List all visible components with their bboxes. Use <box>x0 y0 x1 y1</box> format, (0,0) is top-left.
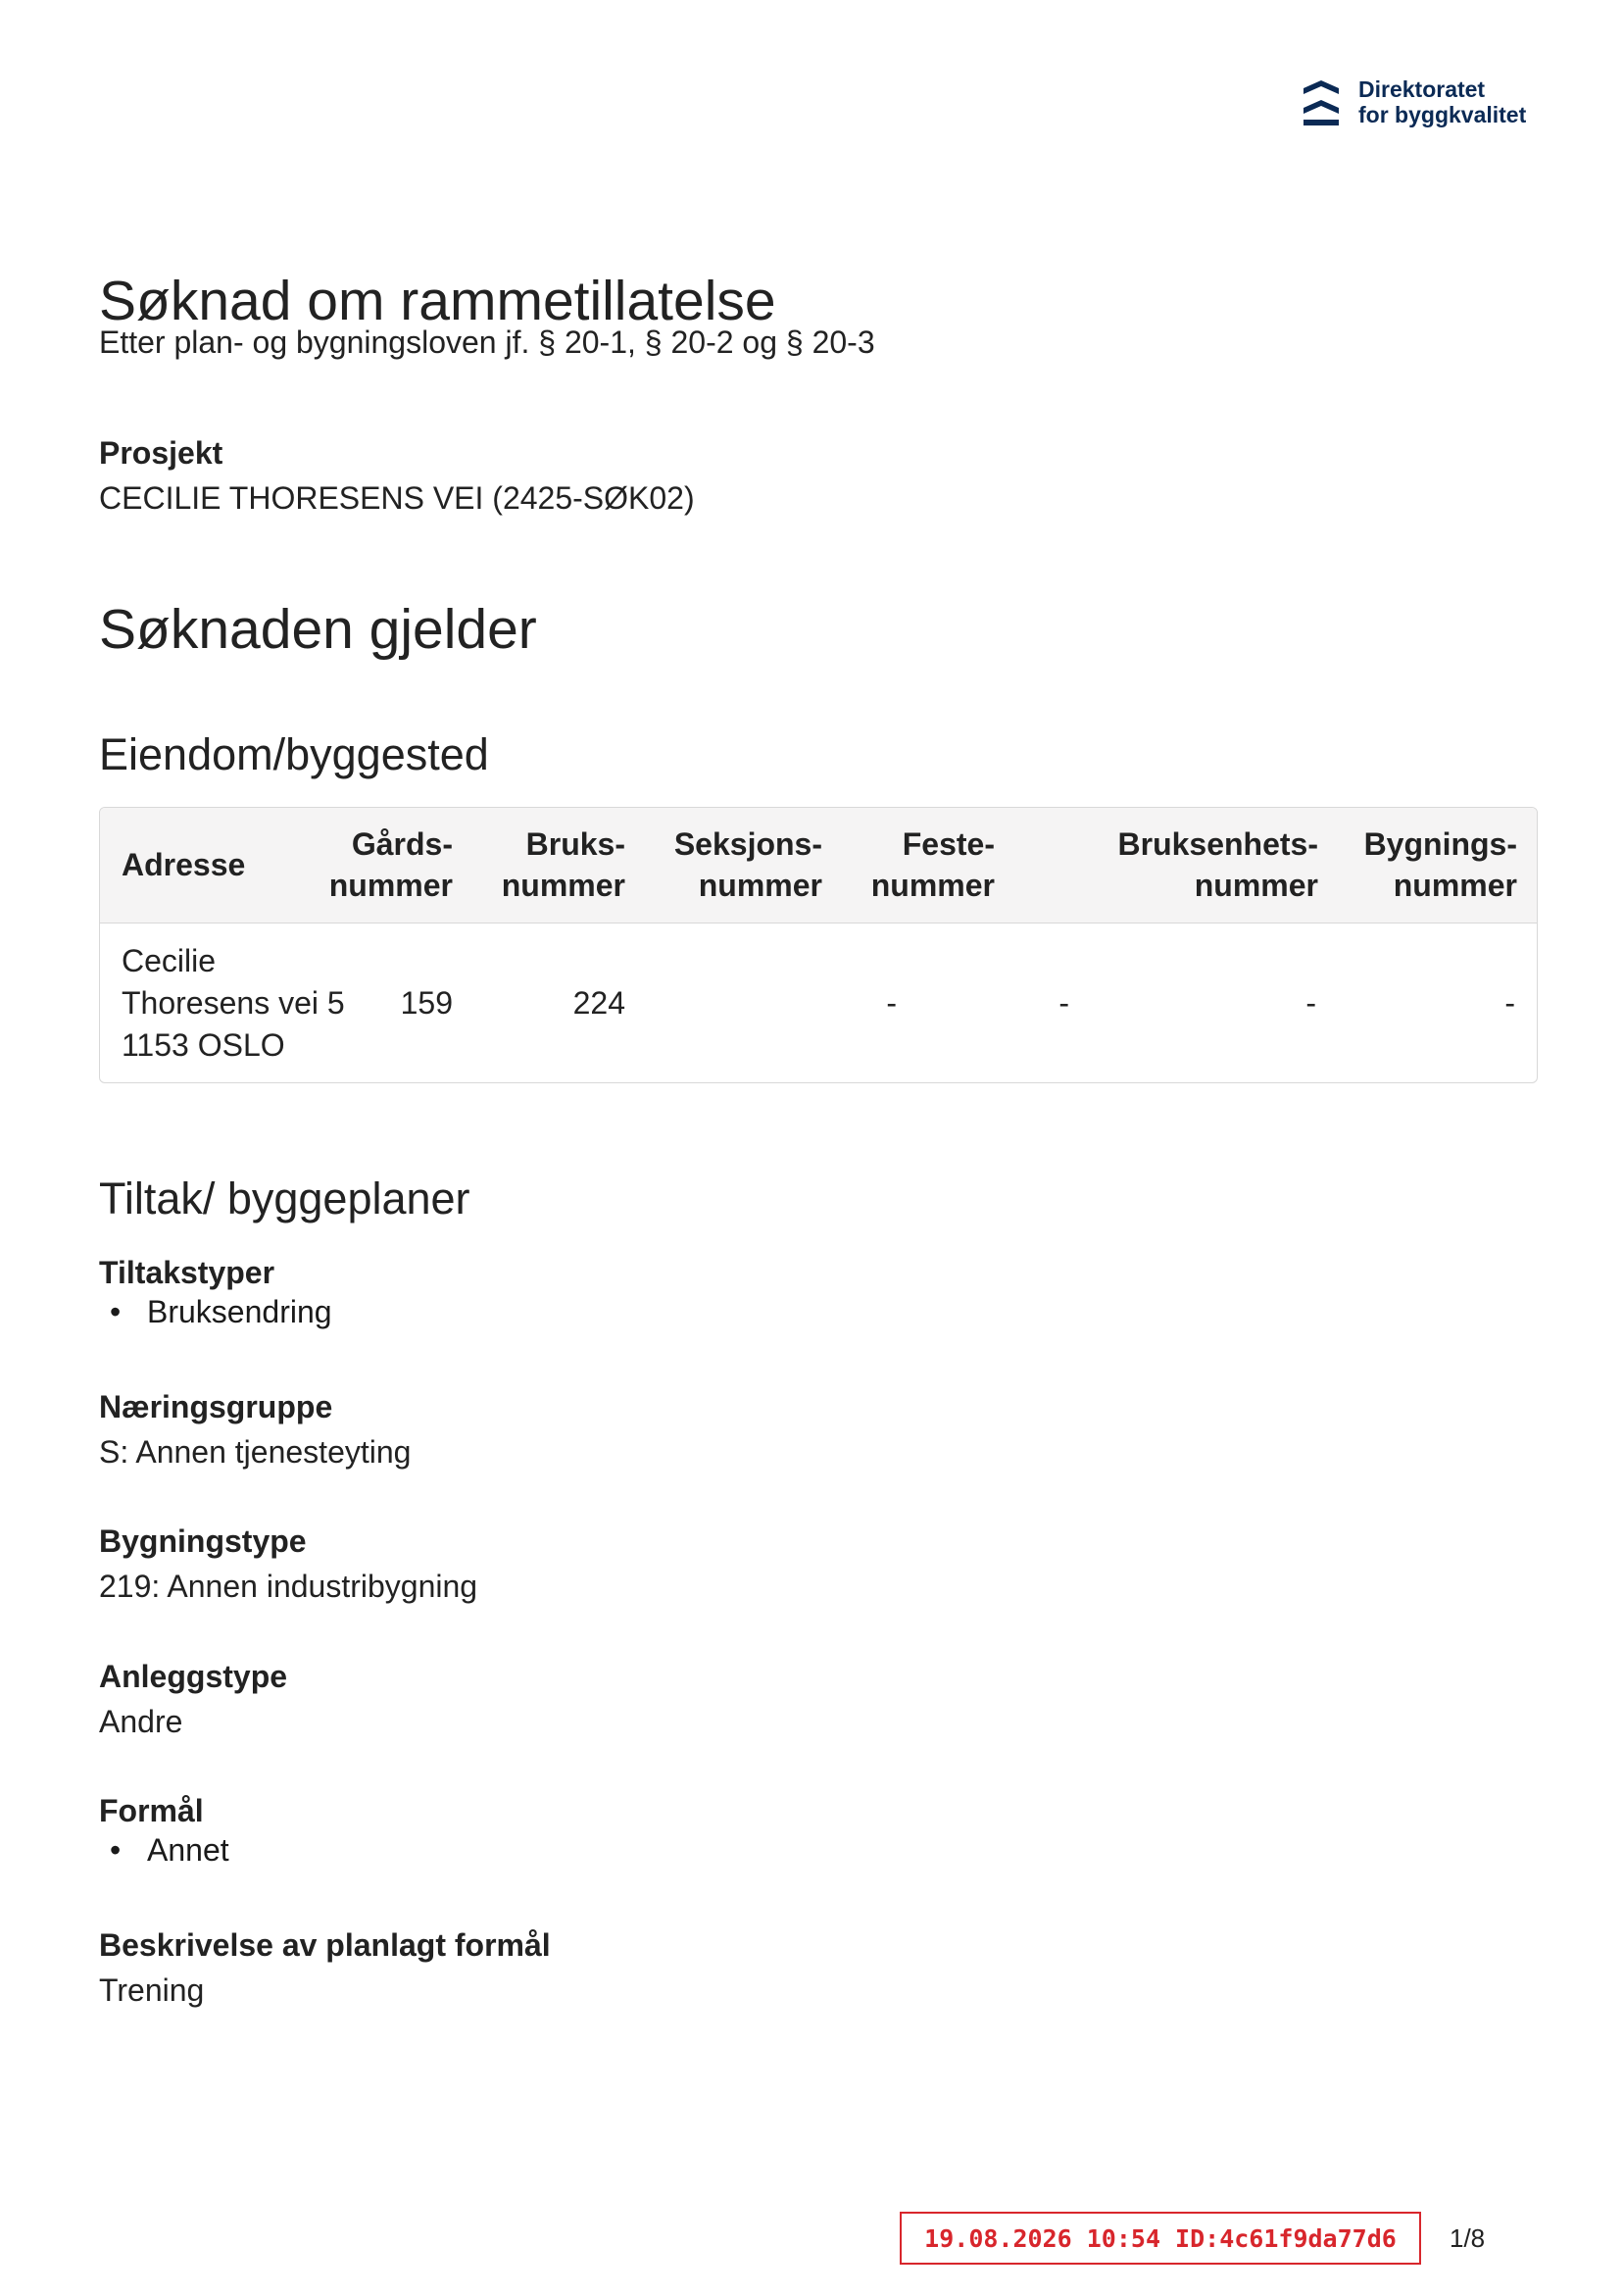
col-festenummer-line1: Feste- <box>902 826 995 862</box>
col-gardsnummer-line1: Gårds- <box>351 826 453 862</box>
logo-text <box>1358 76 1526 127</box>
tiltak-title: Tiltak/ byggeplaner <box>99 1173 470 1223</box>
document-title: Søknad om rammetillatelse <box>99 270 776 332</box>
property-table <box>99 807 1538 1083</box>
anleggstype-label: Anleggstype <box>99 1659 288 1694</box>
col-festenummer <box>871 824 995 906</box>
anleggstype-section <box>99 1657 287 1741</box>
formal-label: Formål <box>99 1793 204 1828</box>
logo <box>1302 76 1526 127</box>
col-bruksnummer-line1: Bruks- <box>525 826 625 862</box>
logo-line-1: Direktoratet <box>1358 76 1486 102</box>
list-item: • Bruksendring <box>99 1292 332 1331</box>
address-line-2: Thoresens vei 5 <box>122 985 345 1021</box>
tiltakstyper-section <box>99 1253 332 1331</box>
property-title: Eiendom/byggested <box>99 729 489 779</box>
beskrivelse-label: Beskrivelse av planlagt formål <box>99 1927 551 1963</box>
cell-adresse <box>122 940 345 1067</box>
col-bruksnummer <box>502 824 625 906</box>
formal-section <box>99 1791 229 1870</box>
naeringsgruppe-value: S: Annen tjenesteyting <box>99 1434 412 1470</box>
col-bruksenhetsnummer-line2: nummer <box>1194 868 1318 903</box>
timestamp-stamp: 19.08.2026 10:54 ID:4c61f9da77d6 <box>900 2212 1421 2265</box>
cell-seksjonsnummer: - <box>886 985 897 1021</box>
col-festenummer-line2: nummer <box>870 868 995 903</box>
cell-festenummer: - <box>1058 985 1069 1021</box>
naeringsgruppe-section <box>99 1387 411 1472</box>
list-item: • Annet <box>99 1830 229 1870</box>
table-header <box>100 808 1537 923</box>
address-line-3: 1153 OSLO <box>122 1027 285 1063</box>
bygningstype-label: Bygningstype <box>99 1523 307 1559</box>
document-subtitle: Etter plan- og bygningsloven jf. § 20-1, § 20-2 og § 20-3 <box>99 324 875 360</box>
col-seksjonsnummer <box>674 824 822 906</box>
col-bygningsnummer-line1: Bygnings- <box>1363 826 1517 862</box>
beskrivelse-section <box>99 1925 551 2010</box>
anleggstype-value: Andre <box>99 1704 183 1739</box>
col-seksjonsnummer-line1: Seksjons- <box>673 826 822 862</box>
cell-bruksenhetsnummer: - <box>1305 985 1316 1021</box>
formal-list <box>99 1830 229 1870</box>
cell-gardsnummer: 159 <box>400 985 453 1021</box>
col-adresse-label: Adresse <box>122 847 246 882</box>
logo-chevron-icon <box>1302 78 1341 127</box>
col-bygningsnummer-line2: nummer <box>1393 868 1517 903</box>
address-line-1: Cecilie <box>122 943 217 978</box>
bygningstype-section <box>99 1522 477 1606</box>
col-adresse <box>122 844 245 885</box>
col-gardsnummer-line2: nummer <box>328 868 453 903</box>
col-bruksenhetsnummer-line1: Bruksenhets- <box>1117 826 1318 862</box>
beskrivelse-value: Trening <box>99 1972 205 2008</box>
project-section <box>99 433 695 518</box>
page-number: 1/8 <box>1450 2223 1486 2253</box>
cell-bygningsnummer: - <box>1504 985 1515 1021</box>
col-bruksnummer-line2: nummer <box>501 868 625 903</box>
col-bruksenhetsnummer <box>1118 824 1319 906</box>
bygningstype-value: 219: Annen industribygning <box>99 1569 478 1604</box>
col-seksjonsnummer-line2: nummer <box>698 868 822 903</box>
project-value: CECILIE THORESENS VEI (2425-SØK02) <box>99 480 695 516</box>
tiltakstyper-list <box>99 1292 332 1331</box>
col-gardsnummer <box>329 824 453 906</box>
project-label: Prosjekt <box>99 435 223 471</box>
section-title: Søknaden gjelder <box>99 598 537 661</box>
cell-bruksnummer: 224 <box>572 985 625 1021</box>
naeringsgruppe-label: Næringsgruppe <box>99 1389 333 1424</box>
logo-line-2: for byggkvalitet <box>1358 102 1527 127</box>
col-bygningsnummer <box>1364 824 1517 906</box>
tiltakstyper-label: Tiltakstyper <box>99 1255 275 1290</box>
